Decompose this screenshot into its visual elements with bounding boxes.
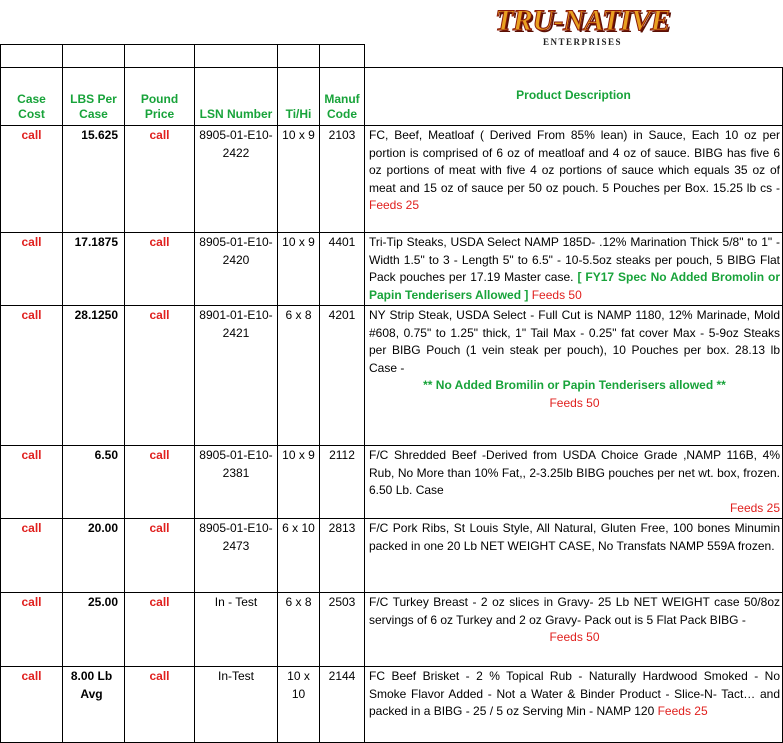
pound-price-cell: call: [125, 593, 195, 667]
description-cell: [365, 126, 783, 233]
lsn-cell: 8901-01-E10-2421: [195, 306, 278, 446]
spec-note-text: [ FY17 Spec No Added Bromolin or Papin Tenderisers Allowed ]: [369, 270, 780, 302]
company-logo: [470, 6, 695, 48]
lsn-cell: In-Test: [195, 667, 278, 743]
feeds-text: Feeds 25: [657, 704, 708, 718]
lsn-cell: In - Test: [195, 593, 278, 667]
header-ti-hi: Ti/Hi: [278, 68, 320, 126]
product-table: [0, 44, 783, 743]
manuf-code-cell: 2144: [320, 667, 365, 743]
header-case-cost: Case Cost: [1, 68, 63, 126]
table-row: [1, 446, 783, 519]
case-cost-cell: call: [1, 593, 63, 667]
lsn-cell: 8905-01-E10-2422: [195, 126, 278, 233]
description-text: F/C Shredded Beef -Derived from USDA Choice Grade ,NAMP 116B, 4% Rub, No More than 10% Fat,, 2-3.25lb BIBG pouches per net wt. box, frozen. 6.50 Lb. Case: [369, 448, 780, 497]
header-lsn-number: LSN Number: [195, 68, 278, 126]
description-cell: [365, 519, 783, 593]
lsn-cell: 8905-01-E10-2473: [195, 519, 278, 593]
case-cost-cell: call: [1, 446, 63, 519]
spec-note-text: ** No Added Bromilin or Papin Tenderisers allowed **: [423, 378, 726, 392]
lbs-cell: 6.50: [63, 446, 125, 519]
table-row: [1, 519, 783, 593]
tihi-cell: 10 x 9: [278, 446, 320, 519]
description-text: Tri-Tip Steaks, USDA Select NAMP 185D- .12% Marination Thick 5/8" to 1" - Width 1.5" to 3 - Length 5" to 6.5" - 10-5.5oz steaks per pouch, 5 BIBG Flat Pack pouches per 17.19 Master case.: [369, 235, 780, 284]
description-cell: [365, 667, 783, 743]
feeds-text: Feeds 50: [549, 395, 600, 410]
description-text: FC Beef Brisket - 2 % Topical Rub - Naturally Hardwood Smoked - No Smoke Flavor Added - Not a Water & Binder Product - Slice-N- Tact… and packed in a BIBG - 25 / 5 oz Serving Min - NAMP 120: [369, 669, 780, 718]
logo-subtitle: ENTERPRISES: [542, 37, 623, 47]
logo-wordmark: TRU-NATIVE: [494, 4, 671, 37]
tihi-cell: 6 x 8: [278, 593, 320, 667]
tihi-cell: 10 x 9: [278, 233, 320, 306]
case-cost-cell: call: [1, 233, 63, 306]
pound-price-cell: call: [125, 519, 195, 593]
description-cell: [365, 306, 783, 446]
lbs-cell: 20.00: [63, 519, 125, 593]
header-pound-price: Pound Price: [125, 68, 195, 126]
description-text: F/C Pork Ribs, St Louis Style, All Natural, Gluten Free, 100 bones Minumin packed in one 20 Lb NET WEIGHT CASE, No Transfats NAMP 559A frozen.: [369, 521, 780, 553]
description-cell: [365, 233, 783, 306]
manuf-code-cell: 2103: [320, 126, 365, 233]
description-text: FC, Beef, Meatloaf ( Derived From 85% lean) in Sauce, Each 10 oz per portion is comprised of 6 oz of meatloaf and 4 oz of sauce. BIBG has five 6 oz portions of meat with five 4 oz portions of sauce which equals 35 oz of meat and 15 oz of sauce per 50 oz pouch. 5 Pouches per Box. 15.25 lb cs -: [369, 128, 780, 195]
header-spacer-row: [1, 45, 783, 68]
description-cell: [365, 446, 783, 519]
tihi-cell: 6 x 10: [278, 519, 320, 593]
lbs-cell: 8.00 Lb Avg: [63, 667, 125, 743]
manuf-code-cell: 2112: [320, 446, 365, 519]
manuf-code-cell: 4201: [320, 306, 365, 446]
table-row: [1, 306, 783, 446]
table-row: [1, 593, 783, 667]
pound-price-cell: call: [125, 126, 195, 233]
tihi-cell: 6 x 8: [278, 306, 320, 446]
case-cost-cell: call: [1, 519, 63, 593]
tihi-cell: 10 x 9: [278, 126, 320, 233]
manuf-code-cell: 2503: [320, 593, 365, 667]
table-row: [1, 667, 783, 743]
feeds-text: Feeds 25: [369, 198, 420, 212]
lbs-cell: 15.625: [63, 126, 125, 233]
lbs-cell: 17.1875: [63, 233, 125, 306]
lsn-cell: 8905-01-E10-2420: [195, 233, 278, 306]
table-row: [1, 126, 783, 233]
tihi-cell: 10 x 10: [278, 667, 320, 743]
case-cost-cell: call: [1, 667, 63, 743]
case-cost-cell: call: [1, 306, 63, 446]
pound-price-cell: call: [125, 446, 195, 519]
feeds-text: Feeds 50: [531, 287, 582, 302]
pound-price-cell: call: [125, 233, 195, 306]
manuf-code-cell: 4401: [320, 233, 365, 306]
manuf-code-cell: 2813: [320, 519, 365, 593]
header-row: [1, 68, 783, 126]
header-manuf-code: Manuf Code: [320, 68, 365, 126]
pound-price-cell: call: [125, 306, 195, 446]
header-lbs-per-case: LBS Per Case: [63, 68, 125, 126]
case-cost-cell: call: [1, 126, 63, 233]
header-product-description: Product Description: [365, 68, 783, 126]
description-text: NY Strip Steak, USDA Select - Full Cut is NAMP 1180, 12% Marinade, Mold #608, 0.75" to 1.25" thick, 1" Tail Max - 0.25" fat cover Max - 5-9oz Steaks per BIBG Pouch (1 vein steak per pouch), 10 Pouches per box. 28.13 lb Case -: [369, 308, 780, 375]
lsn-cell: 8905-01-E10-2381: [195, 446, 278, 519]
lbs-cell: 28.1250: [63, 306, 125, 446]
description-cell: [365, 593, 783, 667]
pound-price-cell: call: [125, 667, 195, 743]
lbs-cell: 25.00: [63, 593, 125, 667]
feeds-text: Feeds 25: [729, 500, 780, 515]
description-text: F/C Turkey Breast - 2 oz slices in Gravy- 25 Lb NET WEIGHT case 50/8oz servings of 6 oz Turkey and 2 oz Gravy- Pack out is 5 Flat Pack BIBG -: [369, 595, 780, 627]
feeds-text: Feeds 50: [549, 630, 600, 644]
table-row: [1, 233, 783, 306]
